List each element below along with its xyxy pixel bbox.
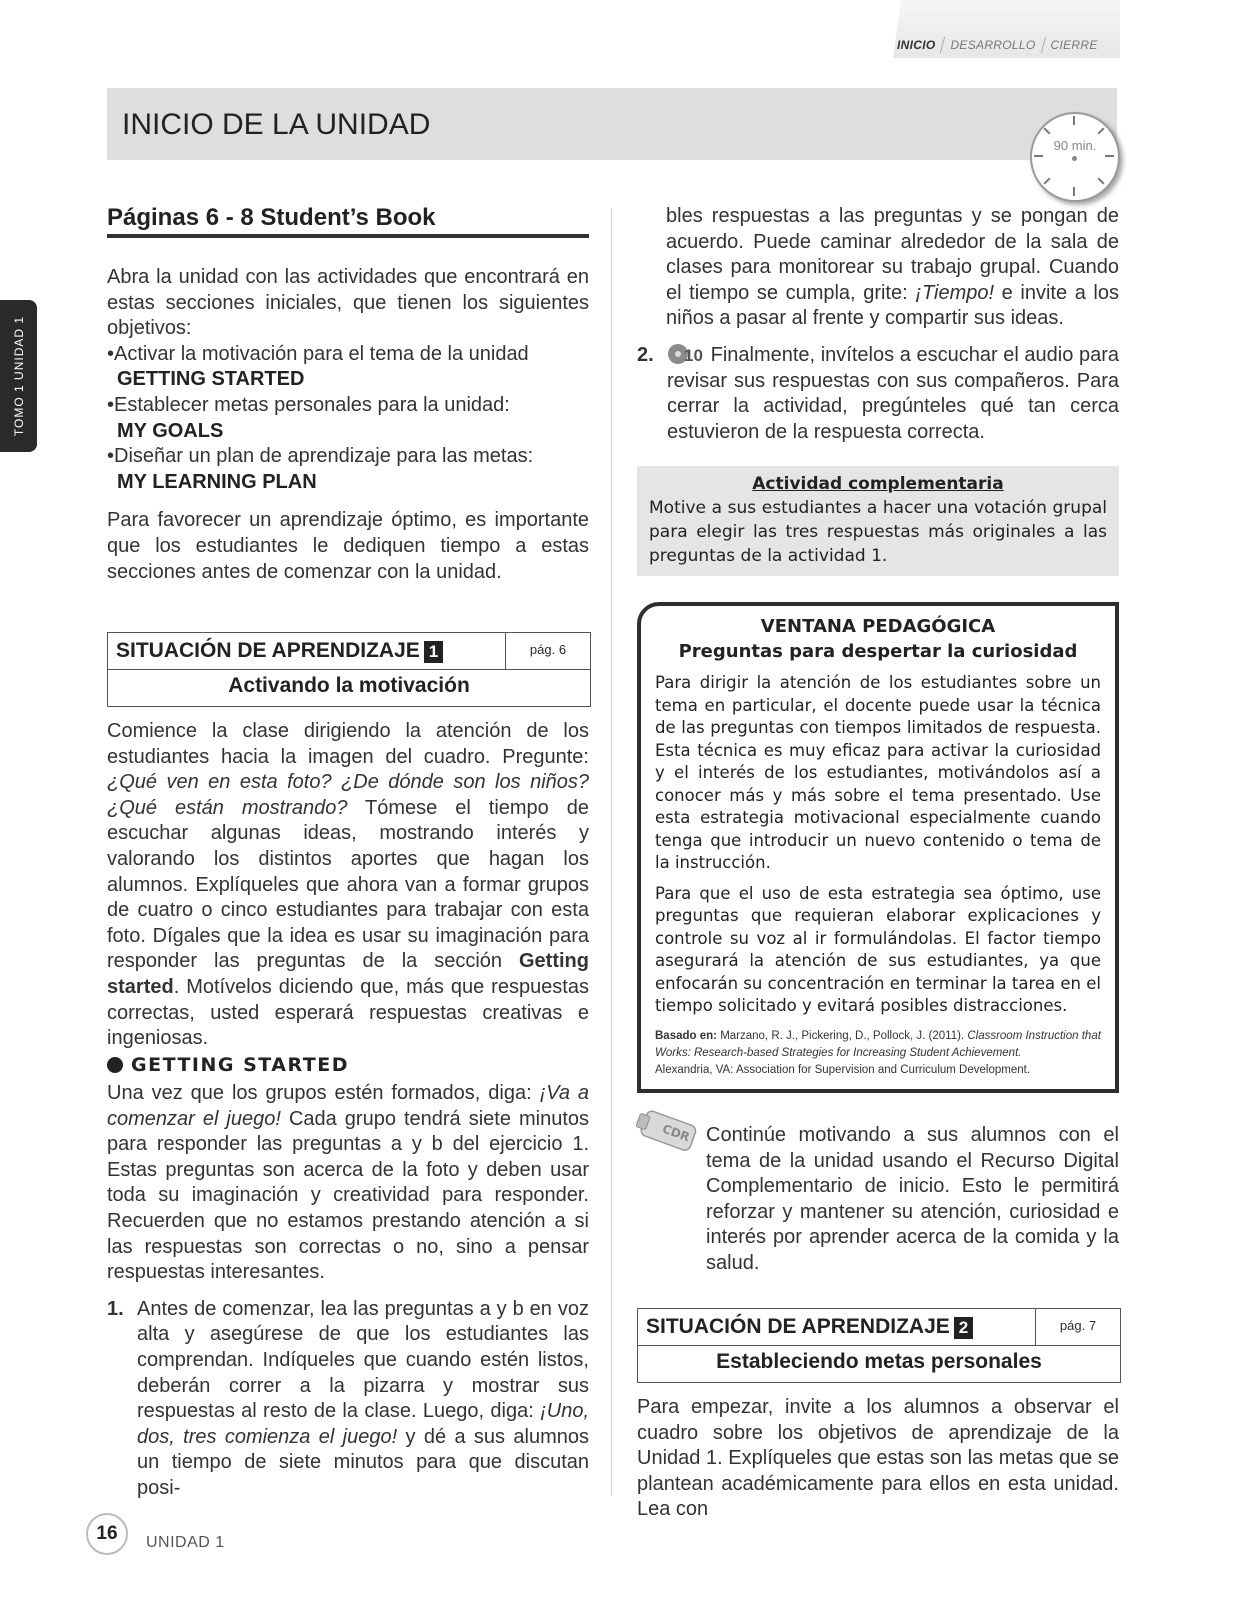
intro-block (107, 265, 589, 585)
timer-label: 90 min. (1053, 138, 1097, 153)
digital-resource-text: Continúe motivando a sus alumnos con el tema de la unidad usando el Recurso Digital Complementario de inicio. Esto le permitirá reforzar y mantener su atención, curiosidad e interés por aprender acerca de la comida y la salud. (706, 1124, 1119, 1274)
footer-unit-label: UNIDAD 1 (146, 1534, 225, 1551)
continued-paragraph: bles respuestas a las preguntas y se pongan de acuerdo. Puede caminar alrededor de la sala de clases para monitorear su trabajo grupal. Cuando el tiempo se cumpla, grite: ¡Tiempo! e invite a los niños a pasar al frente y compartir sus ideas. (666, 205, 1119, 330)
complementary-title: Actividad complementaria (752, 474, 1004, 494)
side-tab (0, 300, 37, 452)
pedagogical-window (637, 602, 1119, 1093)
page-reference: pág. 7 (1035, 1309, 1120, 1345)
situation-title: SITUACIÓN DE APRENDIZAJE (646, 1315, 950, 1338)
ventana-paragraph-1: Para dirigir la atención de los estudiantes sobre un tema en particular, el docente puede usar la técnica de las preguntas con tiempos limitados de respuesta. Esta técnica es muy eficaz para activar la curiosidad y el interés de los estudiantes, motivándolos así a conocer más y más sobre el tema presentado. Use esta estrategia motivacional especialmente cuando tenga que introducir un nuevo contenido o tema de la instrucción. (655, 673, 1101, 872)
situation-subtitle: Activando la motivación (228, 674, 470, 697)
page-reference: pág. 6 (505, 633, 590, 669)
paragraph-3: Comience la clase dirigiendo la atención de los estudiantes hacia la imagen del cuadro. Pregunte: ¿Qué ven en esta foto? ¿De dónde son los niños? ¿Qué están mostrando? Tómese el tiempo de escuchar algunas ideas, mostrando interés y valorando los distintos aportes que hagan los alumnos. Explíqueles que ahora van a formar grupos de cuatro o cinco estudiantes para trabajar con esta foto. Dígales que la idea es usar su imaginación para responder las preguntas de la sección Getting started. Motívelos diciendo que, más que respuestas correctas, usted esperará respuestas creativas e ingeniosas. (107, 720, 589, 1050)
page-title: INICIO DE LA UNIDAD (122, 108, 431, 141)
objective-2-label: MY GOALS (117, 419, 224, 442)
getting-started-heading: GETTING STARTED (107, 1054, 589, 1076)
usb-drive-icon[interactable] (636, 1104, 702, 1160)
objective-1-label: GETTING STARTED (117, 368, 305, 391)
situation-number: 1 (424, 641, 443, 663)
nav-cierre[interactable]: CIERRE (1050, 38, 1098, 52)
objective-2: •Establecer metas personales para la unidad: (107, 393, 510, 416)
learning-situation-2 (637, 1308, 1121, 1383)
intro-paragraph: Abra la unidad con las actividades que encontrará en estas secciones iniciales, que tienen los siguientes objetivos: (107, 266, 589, 340)
section-heading: Páginas 6 - 8 Student’s Book (107, 204, 436, 231)
ventana-paragraph-2: Para que el uso de esta estrategia sea óptimo, use preguntas que requieran elaborar explicaciones y controle su voz al ir formulándolas. El factor tiempo asegurará la atención de sus estudiantes, ya que enfocarán su concentración en terminar la tarea en el tiempo solicitado y evitará posibles distracciones. (655, 883, 1101, 1015)
heading-rule (107, 234, 589, 238)
side-tab-label: TOMO 1 UNIDAD 1 (11, 315, 26, 437)
situation-number: 2 (954, 1317, 973, 1339)
page-number: 16 (86, 1513, 128, 1555)
objective-3: •Diseñar un plan de aprendizaje para las metas: (107, 445, 534, 468)
situation-title: SITUACIÓN DE APRENDIZAJE (116, 639, 420, 662)
complementary-activity (637, 466, 1119, 576)
cd-label: CDR (660, 1121, 692, 1145)
objective-1: •Activar la motivación para el tema de la unidad (107, 342, 529, 365)
reference: Basado en: Marzano, R. J., Pickering, D., Pollock, J. (2011). Classroom Instruction that Works: Research-based Strategies for Increasing Student Achievement. Alexandria, VA: Association for Supervision and Curriculum Development. (655, 1029, 1101, 1076)
final-paragraph: Para empezar, invite a los alumnos a observar el cuadro sobre los objetivos de aprendizaje de la Unidad 1. Explíqueles que estas son las metas que se plantean académicamente para ellos en esta unidad. Lea con (637, 1396, 1119, 1521)
objective-3-label: MY LEARNING PLAN (117, 470, 317, 493)
ventana-title: VENTANA PEDAGÓGICA (760, 616, 996, 637)
nav-inicio[interactable]: INICIO (897, 38, 936, 52)
bullet-dot-icon (107, 1057, 123, 1073)
learning-situation-1 (107, 632, 591, 707)
step-1: 1. Antes de comenzar, lea las preguntas a y b en voz alta y asegúrese de que los estudiantes las comprendan. Indíqueles que cuando estén listos, deberán correr a la pizarra y mostrar sus respuestas al resto de la clase. Luego, diga: ¡Uno, dos, tres comienza el juego! y dé a sus alumnos un tiempo de siete minutos para que discutan posi- (107, 1297, 589, 1499)
situation-subtitle: Estableciendo metas personales (716, 1350, 1042, 1373)
column-divider (611, 208, 612, 1496)
paragraph-4: Una vez que los grupos estén formados, diga: ¡Va a comenzar el juego! Cada grupo tendrá siete minutos para responder las preguntas a y b del ejercicio 1. Estas preguntas son acerca de la foto y deben usar toda su imaginación y creatividad para responder. Recuerden que no estamos prestando atención a si las respuestas son correctas o no, sino a pensar respuestas interesantes. 1. Antes de comenzar, lea las preguntas a y b en voz alta y asegúrese de que los estudiantes las comprendan. Indíqueles que cuando estén listos, deberán correr a la pizarra y mostrar sus respuestas al resto de la clase. Luego, diga: ¡Uno, dos, tres comienza el juego! y dé a sus alumnos un tiempo de siete minutos para que discutan posi- (107, 1081, 589, 1502)
ventana-subtitle: Preguntas para despertar la curiosidad (678, 641, 1078, 662)
step-2: 2. 10 Finalmente, invítelos a escuchar el audio para revisar sus respuestas con sus compañeros. Para cerrar la actividad, pregúnteles qué tan cerca estuvieron de la respuesta correcta. (637, 344, 1119, 443)
clock-icon (1030, 112, 1120, 202)
section-nav (897, 37, 1098, 53)
complementary-text: Motive a sus estudiantes a hacer una votación grupal para elegir las tres respuestas más originales a las preguntas de la actividad 1. (649, 498, 1107, 566)
audio-track-icon[interactable]: 10 (667, 343, 705, 365)
nav-desarrollo[interactable]: DESARROLLO (950, 38, 1036, 52)
paragraph-2: Para favorecer un aprendizaje óptimo, es importante que los estudiantes le dediquen tiempo a estas secciones antes de comenzar con la unidad. (107, 509, 589, 583)
